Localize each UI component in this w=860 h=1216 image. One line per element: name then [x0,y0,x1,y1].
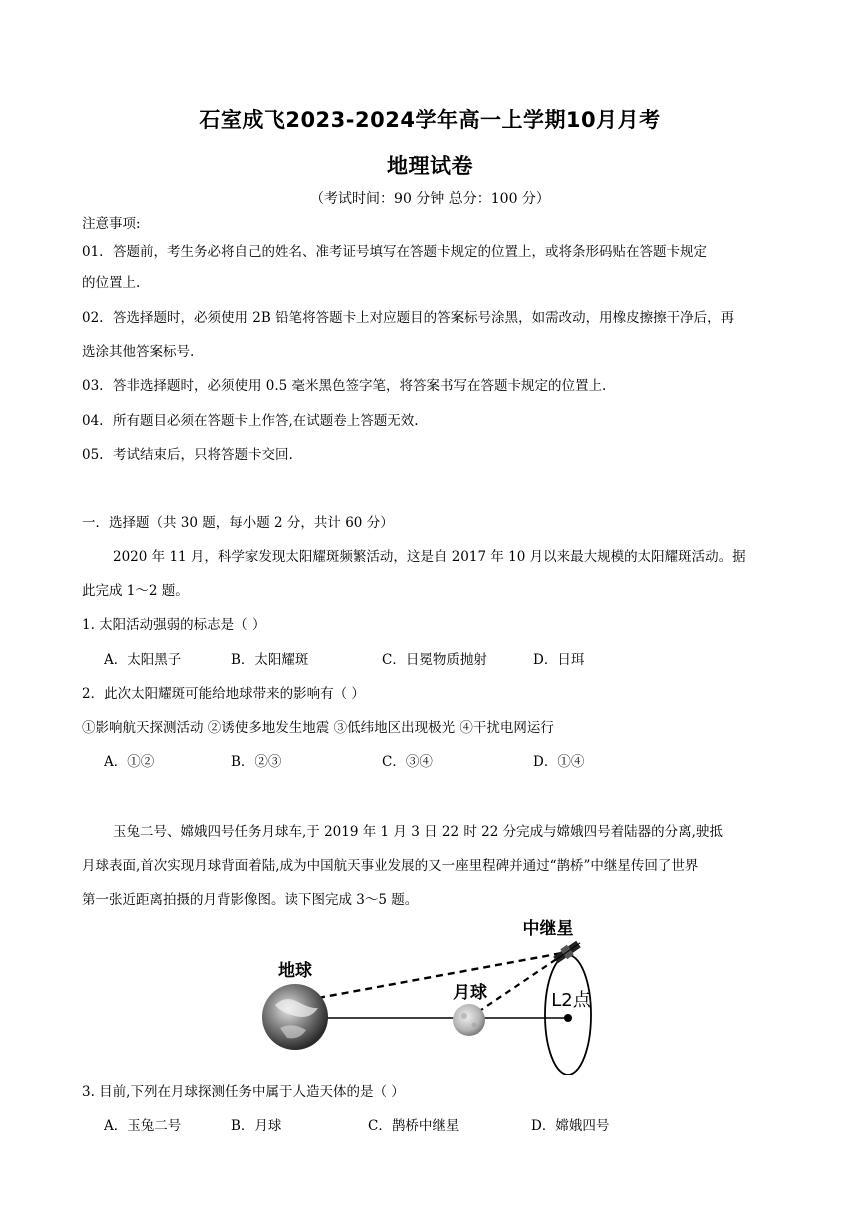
section-heading: 一．选择题（共 30 题，每小题 2 分，共计 60 分） [82,515,394,531]
notice-item-2-cont: 选涂其他答案标号. [82,344,195,360]
notice-item-text: 考试结束后，只将答题卡交回. [113,447,293,463]
notice-item-1 [82,240,707,260]
notice-item-text: 所有题目必须在答题卡上作答,在试题卷上答题无效. [113,413,419,429]
intro-paragraph-line2: 此完成 1～2 题。 [82,583,189,599]
notice-item-number: 05. [82,447,104,463]
earth-icon [262,984,328,1050]
question-2-option-d: D．①④ [533,754,585,770]
question-2-option-a: A．①② [104,754,155,770]
earth-label: 地球 [278,961,312,981]
question-3-option-c: C．鹊桥中继星 [368,1118,460,1134]
question-1-option-d: D．日珥 [533,652,585,668]
moon-crater-icon [472,1023,477,1028]
question-1-option-a: A．太阳黑子 [104,652,182,668]
l2-point-marker [564,1014,572,1022]
l2-label: L2点 [551,990,591,1011]
question-2-items: ①影响航天探测活动 ②诱使多地发生地震 ③低纬地区出现极光 ④干扰电网运行 [82,720,554,736]
exam-title: 石室成飞2023-2024学年高一上学期10月月考 [199,108,661,132]
question-3-option-b: B．月球 [231,1118,282,1134]
notice-item-3 [82,374,606,394]
notice-item-text: 答非选择题时，必须使用 0.5 毫米黑色签字笔，将答案书写在答题卡规定的位置上. [113,378,607,394]
notice-item-number: 01. [82,244,104,260]
exam-subtitle: 地理试卷 [387,154,473,178]
moon-icon [453,1004,485,1036]
notice-item-1-cont: 的位置上. [82,275,141,291]
notice-item-2 [82,306,734,326]
question-2-stem: 2．此次太阳耀斑可能给地球带来的影响有（ ） [82,686,365,702]
intro-paragraph-line1: 2020 年 11 月，科学家发现太阳耀斑频繁活动，这是自 2017 年 10 月以来最大规模的太阳耀斑活动。据 [113,549,746,565]
moon-crater-icon [461,1013,467,1019]
passage-line3: 第一张近距离拍摄的月背影像图。读下图完成 3～5 题。 [82,892,419,908]
question-3-option-d: D．嫦娥四号 [531,1118,610,1134]
notice-item-text: 答题前，考生务必将自己的姓名、准考证号填写在答题卡规定的位置上，或将条形码贴在答题卡规定 [113,244,707,260]
notice-item-5 [82,443,293,463]
exam-info: （考试时间：90 分钟 总分：100 分） [310,191,550,207]
question-1-stem: 1. 太阳活动强弱的标志是（ ） [82,617,266,633]
notice-item-text: 答选择题时，必须使用 2B 铅笔将答题卡上对应题目的答案标号涂黑，如需改动，用橡皮擦擦干净后，再 [113,310,735,326]
question-3-option-a: A．玉兔二号 [104,1118,182,1134]
passage-line2: 月球表面,首次实现月球背面着陆,成为中国航天事业发展的又一座里程碑并通过“鹊桥”中继星传回了世界 [82,858,699,874]
earth-moon-relay-diagram [240,910,620,1075]
earth-relay-link [318,953,562,998]
passage-line1: 玉兔二号、嫦娥四号任务月球车,于 2019 年 1 月 3 日 22 时 22 分完成与嫦娥四号着陆器的分离,驶抵 [113,824,723,840]
question-1-option-c: C．日冕物质抛射 [382,652,487,668]
notice-item-number: 02. [82,310,104,326]
moon-label: 月球 [453,983,487,1003]
notice-item-number: 03. [82,378,104,394]
question-3-stem: 3. 目前,下列在月球探测任务中属于人造天体的是（ ） [82,1084,405,1100]
notice-item-number: 04. [82,413,104,429]
question-1-option-b: B．太阳耀斑 [231,652,309,668]
question-2-option-c: C．③④ [382,754,433,770]
relay-satellite-label: 中继星 [522,919,574,939]
question-2-option-b: B．②③ [231,754,282,770]
notice-heading: 注意事项: [82,216,141,232]
notice-item-4 [82,409,419,429]
